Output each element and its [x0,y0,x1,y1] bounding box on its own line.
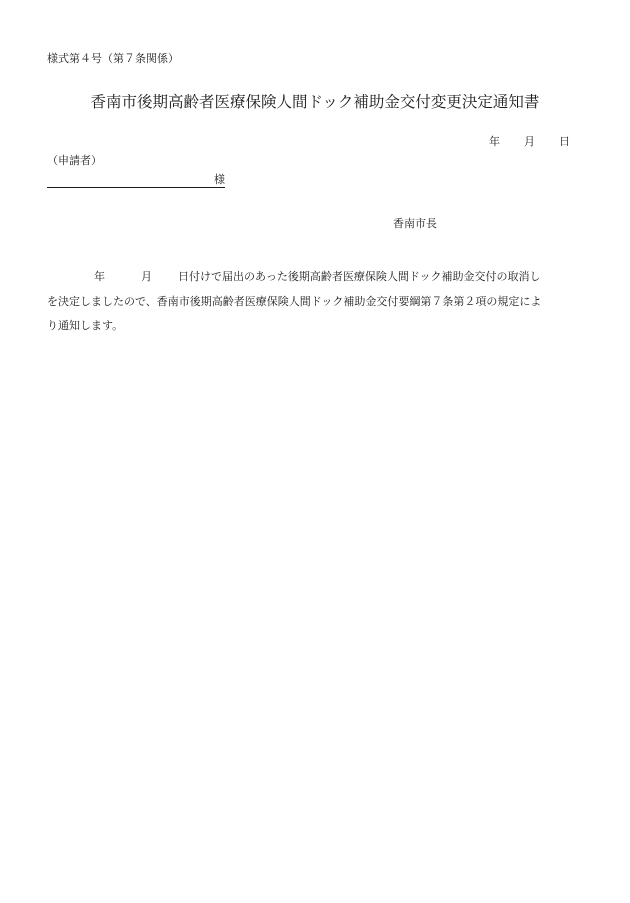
form-number: 様式第４号（第７条関係） [47,52,179,65]
body-line-3: り通知します。 [47,319,124,332]
applicant-name-line [47,172,225,188]
body-line-1 [47,265,585,290]
body-month-label: 月 [141,270,152,283]
applicant-label: （申請者） [47,154,102,167]
date-day-label: 日 [559,135,570,148]
notice-body [47,265,585,339]
issuer-name: 香南市長 [393,217,437,230]
body-year-label: 年 [94,270,105,283]
body-line-1-text: 日付けで届出のあった後期高齢者医療保険人間ドック補助金交付の取消し [178,270,541,283]
issue-date [489,133,570,149]
honorific-sama: 様 [214,173,225,186]
body-line-2: を決定しましたので、香南市後期高齢者医療保険人間ドック補助金交付要綱第７条第２項の規定によ [47,294,542,308]
document-title: 香南市後期高齢者医療保険人間ドック補助金交付変更決定通知書 [90,93,540,111]
date-year-label: 年 [489,135,500,148]
date-month-label: 月 [524,135,535,148]
